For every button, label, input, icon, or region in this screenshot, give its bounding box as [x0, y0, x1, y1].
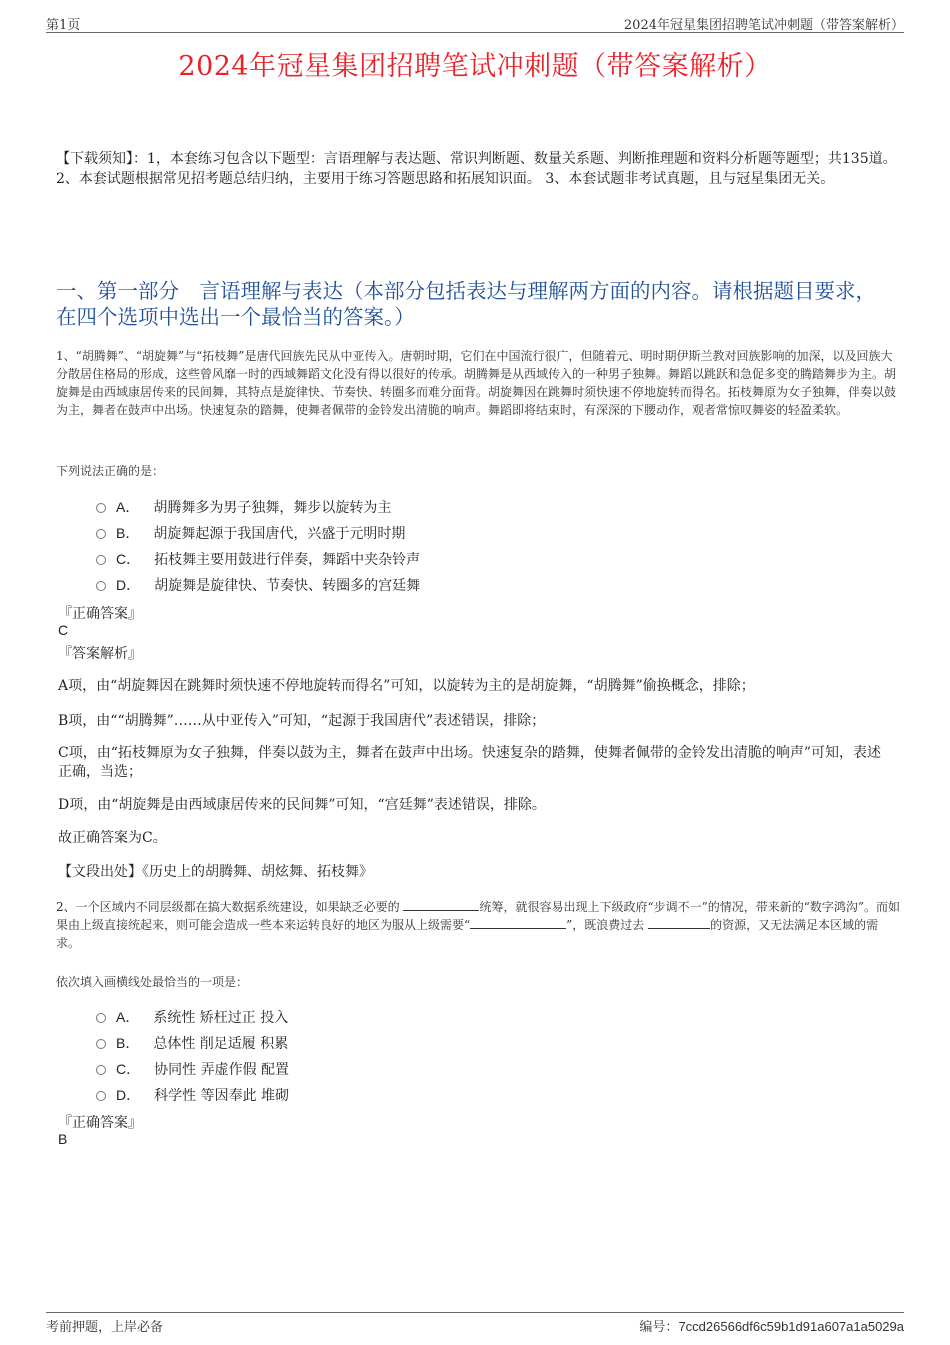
page-header	[46, 14, 904, 33]
radio-button[interactable]	[96, 1091, 106, 1101]
page-number: 第1页	[46, 18, 81, 33]
page-footer	[46, 1312, 904, 1333]
header-doc-title: 2024年冠星集团招聘笔试冲刺题（带答案解析）	[623, 18, 904, 33]
correct-answer: C	[58, 622, 69, 638]
question-1-option-a[interactable]: A． 胡腾舞多为男子独舞，舞步以旋转为主	[96, 497, 391, 517]
question-2-option-c[interactable]: C． 协同性 弄虚作假 配置	[96, 1059, 289, 1079]
analysis-label: 『答案解析』	[58, 646, 142, 662]
fill-blank	[403, 898, 479, 911]
source-citation: 【文段出处】《历史上的胡腾舞、胡炫舞、拓枝舞》	[58, 864, 373, 880]
document-code: 编号：7ccd26566df6c59b1d91a607a1a5029a	[639, 1319, 904, 1335]
radio-button[interactable]	[96, 503, 106, 513]
analysis-a: A项，由“胡旋舞因在跳舞时须快速不停地旋转而得名”可知，以旋转为主的是胡旋舞，“胡腾舞”偷换概念，排除；	[58, 678, 755, 694]
section-heading: 一、第一部分 言语理解与表达（本部分包括表达与理解两方面的内容。请根据题目要求，在四个选项中选出一个最恰当的答案。）	[56, 279, 876, 329]
footer-slogan: 考前押题，上岸必备	[46, 1320, 164, 1335]
radio-button[interactable]	[96, 1039, 106, 1049]
page-title: 2024年冠星集团招聘笔试冲刺题（带答案解析）	[178, 51, 772, 82]
radio-button[interactable]	[96, 1065, 106, 1075]
question-1-option-c[interactable]: C． 拓枝舞主要用鼓进行伴奏，舞蹈中夹杂铃声	[96, 549, 420, 569]
radio-button[interactable]	[96, 1013, 106, 1023]
radio-button[interactable]	[96, 529, 106, 539]
question-2-option-a[interactable]: A． 系统性 矫枉过正 投入	[96, 1007, 288, 1027]
fill-blank	[648, 916, 710, 929]
analysis-d: D项，由“胡旋舞是由西域康居传来的民间舞”可知，“宫廷舞”表述错误，排除。	[58, 797, 546, 813]
question-2-stem: 2、一个区域内不同层级都在搞大数据系统建设，如果缺乏必要的 统筹，就很容易出现上下级政府“步调不一”的情况，带来新的“数字鸿沟”。而如果由上级直接统起来，则可能会造成一些本来运转良好的地区为服从上级需要“ ”，既浪费过去 的资源，又无法满足本区域的需求。	[56, 900, 901, 950]
question-1-stem: 1、“胡腾舞”、“胡旋舞”与“拓枝舞”是唐代回族先民从中亚传入。唐朝时期，它们在中国流行很广，但随着元、明时期伊斯兰教对回族影响的加深，以及回族大分散居住格局的形成，这些曾风靡一时的西域舞蹈文化没有得以很好的传承。胡腾舞是从西域传入的一种男子独舞。舞蹈以跳跃和急促多变的腾踏舞步为主。胡旋舞是由西域康居传来的民间舞，其特点是旋律快、节奏快、转圈多而难分面背。胡旋舞因在跳舞时须快速不停地旋转而得名。拓枝舞原为女子独舞，伴奏以鼓为主，舞者在鼓声中出场。快速复杂的踏舞，使舞者佩带的金铃发出清脆的响声。舞蹈即将结束时，有深深的下腰动作，观者常惊叹舞姿的轻盈柔软。	[56, 349, 897, 417]
correct-answer: B	[58, 1131, 68, 1147]
question-1-option-d[interactable]: D． 胡旋舞是旋律快、节奏快、转圈多的宫廷舞	[96, 575, 420, 595]
analysis-c: C项，由“拓枝舞原为女子独舞，伴奏以鼓为主，舞者在鼓声中出场。快速复杂的踏舞，使舞者佩带的金铃发出清脆的响声”可知，表述正确，当选；	[58, 745, 882, 780]
download-notice: 【下载须知】：1，本套练习包含以下题型：言语理解与表达题、常识判断题、数量关系题、判断推理题和资料分析题等题型；共135道。 2、本套试题根据常见招考题总结归纳，主要用于练习答题思路和拓展知识面。 3、本套试题非考试真题，且与冠星集团无关。	[56, 151, 897, 187]
question-2-prompt: 依次填入画横线处最恰当的一项是：	[56, 975, 249, 989]
analysis-b: B项，由““胡腾舞”……从中亚传入”可知，“起源于我国唐代”表述错误，排除；	[58, 713, 546, 729]
correct-answer-label: 『正确答案』	[58, 1115, 142, 1131]
question-1-option-b[interactable]: B． 胡旋舞起源于我国唐代，兴盛于元明时期	[96, 523, 405, 543]
question-2-option-b[interactable]: B． 总体性 削足适履 积累	[96, 1033, 288, 1053]
radio-button[interactable]	[96, 581, 106, 591]
fill-blank	[470, 916, 566, 929]
question-2-option-d[interactable]: D． 科学性 等因奉此 堆砌	[96, 1085, 289, 1105]
correct-answer-label: 『正确答案』	[58, 606, 142, 622]
analysis-conclusion: 故正确答案为C。	[58, 830, 167, 846]
question-1-prompt: 下列说法正确的是：	[56, 464, 165, 478]
radio-button[interactable]	[96, 555, 106, 565]
